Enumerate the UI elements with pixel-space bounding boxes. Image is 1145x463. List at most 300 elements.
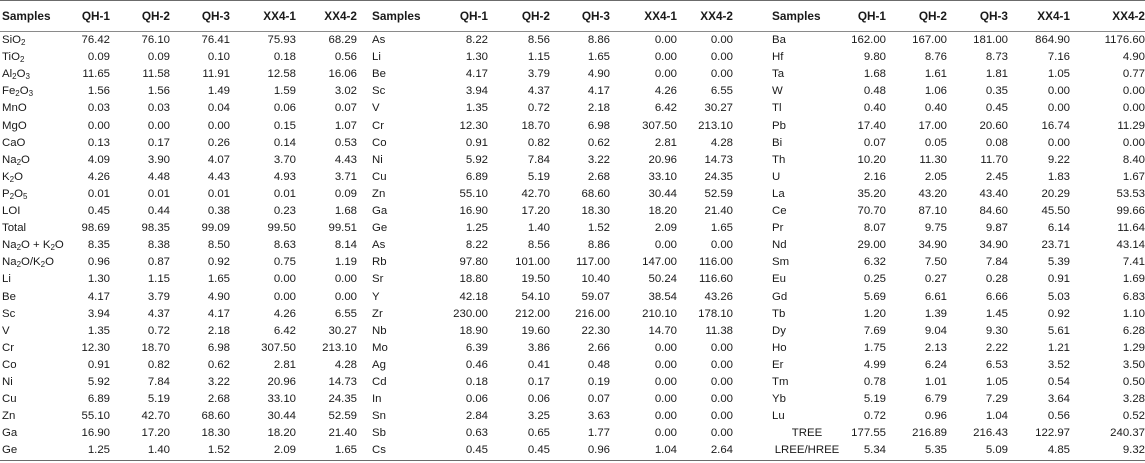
table-cell: 7.84: [147, 376, 170, 388]
table-cell: 0.00: [654, 34, 677, 46]
row-label: Ga: [372, 205, 388, 217]
table-cell: 20.96: [267, 376, 296, 388]
row-label: Ni: [2, 376, 13, 388]
table-cell: 4.99: [863, 358, 886, 371]
table-cell: 98.35: [141, 222, 170, 235]
table-cell: 23.71: [1041, 239, 1070, 252]
table-cell: 29.00: [857, 239, 886, 252]
table-cell: 0.00: [147, 119, 170, 132]
table-cell: 8.76: [924, 51, 947, 64]
table-cell: 4.28: [334, 358, 357, 371]
table-cell: 16.74: [1041, 119, 1070, 132]
table-cell: 0.96: [87, 256, 110, 269]
table-cell: 0.00: [654, 358, 677, 371]
table-cell: 0.38: [207, 205, 230, 217]
table-cell: 0.00: [654, 376, 677, 388]
table-cell: 0.00: [1122, 85, 1145, 98]
table-cell: 0.06: [527, 393, 550, 406]
table-cell: 0.18: [465, 376, 488, 388]
table-cell: 43.14: [1116, 239, 1145, 252]
row-label: As: [372, 34, 386, 46]
table-cell: 2.13: [924, 341, 947, 354]
table-cell: 2.05: [924, 170, 947, 183]
table-cell: 4.48: [147, 170, 170, 183]
table-cell: 3.52: [1047, 358, 1070, 371]
table-cell: 0.92: [1047, 307, 1070, 320]
table-cell: 1.65: [334, 444, 357, 457]
table-cell: 117.00: [576, 256, 610, 269]
table-cell: 0.00: [1122, 136, 1145, 149]
row-label: Ba: [772, 34, 786, 46]
table-cell: 68.60: [581, 187, 610, 200]
row-label: Cr: [2, 341, 15, 354]
table-cell: 0.91: [1047, 273, 1070, 286]
table-cell: 9.22: [1047, 153, 1070, 166]
table-cell: 7.41: [1122, 256, 1145, 269]
table-cell: 0.00: [710, 341, 733, 354]
table-cell: 0.96: [587, 444, 610, 457]
table-cell: 14.73: [328, 376, 357, 388]
table-cell: 11.38: [705, 324, 733, 337]
table-cell: 6.98: [207, 341, 230, 354]
table-cell: 0.72: [527, 102, 550, 115]
table-cell: 18.80: [459, 273, 488, 286]
table-cell: 2.09: [273, 444, 296, 457]
table-cell: 70.70: [857, 205, 886, 217]
table-cell: 11.91: [202, 68, 230, 81]
table-cell: 0.07: [587, 393, 610, 406]
table-cell: 11.58: [142, 68, 170, 81]
table-cell: 99.50: [267, 222, 296, 235]
table-cell: 76.10: [141, 34, 170, 46]
table-cell: 18.20: [267, 427, 296, 440]
row-label: $Na_2O + K_2O$: [2, 239, 64, 253]
table-cell: 216.00: [575, 307, 610, 320]
column-header-xx4-1: XX4-1: [1037, 9, 1070, 23]
table-cell: 8.56: [527, 34, 550, 46]
table-cell: 4.93: [273, 170, 296, 183]
table-cell: 22.30: [581, 324, 610, 337]
table-cell: 8.73: [985, 51, 1008, 64]
table-cell: 12.30: [459, 119, 488, 132]
table-cell: 1.69: [1122, 273, 1145, 286]
row-label: MgO: [2, 119, 27, 132]
table-cell: 12.58: [267, 68, 296, 81]
row-label: TiO$_2$: [2, 51, 25, 65]
table-top-rule: [0, 0, 1145, 1]
table-cell: 9.75: [924, 222, 947, 235]
row-label: Tm: [772, 376, 789, 388]
column-header-qh-1: QH-1: [857, 9, 886, 23]
table-cell: 7.69: [863, 324, 886, 337]
row-label: W: [772, 85, 783, 98]
table-cell: 6.79: [924, 393, 947, 406]
table-cell: 6.61: [924, 290, 947, 303]
table-cell: 2.66: [587, 341, 610, 354]
table-cell: 6.14: [1047, 222, 1070, 235]
table-cell: 4.17: [587, 85, 610, 98]
table-cell: 1.04: [985, 410, 1008, 423]
table-cell: 2.18: [207, 324, 230, 337]
table-cell: 10.40: [581, 273, 610, 286]
table-cell: 9.30: [985, 324, 1008, 337]
table-cell: 6.83: [1122, 290, 1145, 303]
table-cell: 20.29: [1041, 187, 1070, 200]
table-cell: 19.50: [521, 273, 550, 286]
table-cell: 0.14: [273, 136, 296, 149]
row-label: As: [372, 239, 386, 252]
row-label: Dy: [772, 324, 786, 337]
table-cell: 0.10: [207, 51, 230, 64]
table-cell: 1.04: [654, 444, 677, 457]
table-cell: 4.26: [273, 307, 296, 320]
table-cell: 3.50: [1122, 358, 1145, 371]
table-cell: 177.55: [851, 427, 886, 440]
table-cell: 4.28: [710, 136, 733, 149]
table-cell: 2.18: [587, 102, 610, 115]
row-label: MnO: [2, 102, 27, 115]
table-cell: 0.07: [863, 136, 886, 149]
row-label: Be: [372, 68, 386, 81]
table-cell: 1.05: [985, 376, 1008, 388]
table-cell: 0.45: [527, 444, 550, 457]
table-cell: 55.10: [81, 410, 110, 423]
row-label: $K_2O$: [2, 170, 23, 184]
row-label: Co: [372, 136, 387, 149]
table-cell: 0.18: [273, 51, 296, 64]
column-header-qh-3: QH-3: [201, 9, 230, 23]
table-cell: 0.27: [924, 273, 947, 286]
row-label: Bi: [772, 136, 783, 149]
table-cell: 20.96: [648, 153, 677, 166]
table-cell: 0.72: [863, 410, 886, 423]
table-cell: 0.04: [207, 102, 230, 115]
row-label: Er: [772, 358, 784, 371]
table-cell: 116.00: [699, 256, 733, 269]
row-label: Yb: [772, 393, 786, 406]
row-label: V: [2, 324, 10, 337]
table-cell: 0.52: [1122, 410, 1145, 423]
column-header-samples: Samples: [772, 9, 821, 23]
table-cell: 9.04: [924, 324, 947, 337]
row-label: Ta: [772, 68, 785, 81]
table-cell: 24.35: [328, 393, 357, 406]
table-cell: 35.20: [857, 187, 886, 200]
table-cell: 1.45: [985, 307, 1008, 320]
table-cell: 1.29: [1122, 341, 1145, 354]
table-cell: 11.29: [1117, 119, 1145, 132]
table-cell: 0.25: [863, 273, 886, 286]
table-cell: 4.37: [147, 307, 170, 320]
row-label: Zn: [2, 410, 16, 423]
table-cell: 0.87: [147, 256, 170, 269]
row-label: $Na_2O$: [2, 153, 30, 167]
table-cell: 0.40: [863, 102, 886, 115]
table-cell: 0.91: [87, 358, 110, 371]
table-cell: 1.30: [465, 51, 488, 64]
table-cell: 2.84: [465, 410, 488, 423]
row-label: $Na_2O/K_2O$: [2, 256, 54, 270]
table-cell: 210.10: [642, 307, 677, 320]
row-label: Ga: [2, 427, 18, 440]
table-cell: 6.55: [710, 85, 733, 98]
table-cell: 0.56: [1047, 410, 1070, 423]
table-cell: 1.25: [465, 222, 488, 235]
table-cell: 0.01: [147, 187, 170, 200]
table-cell: 30.27: [704, 102, 733, 115]
table-cell: 1.15: [147, 273, 170, 286]
table-cell: 6.42: [654, 102, 677, 115]
table-cell: 162.00: [851, 34, 886, 46]
table-cell: 43.26: [704, 290, 733, 303]
row-label: Eu: [772, 273, 786, 286]
table-cell: 0.77: [1122, 68, 1145, 81]
table-cell: 1.52: [587, 222, 610, 235]
table-cell: 0.72: [147, 324, 170, 337]
table-cell: 8.38: [147, 239, 170, 252]
table-cell: 0.48: [587, 358, 610, 371]
row-label: Lu: [772, 410, 785, 423]
row-label: Cs: [372, 444, 386, 457]
table-cell: 4.90: [1122, 51, 1145, 64]
table-cell: 147.00: [642, 256, 677, 269]
table-cell: 0.26: [207, 136, 230, 149]
table-cell: 9.87: [985, 222, 1008, 235]
table-cell: 1.61: [924, 68, 947, 81]
table-cell: 0.00: [87, 119, 110, 132]
table-cell: 4.07: [207, 153, 230, 166]
table-cell: 2.45: [985, 170, 1008, 183]
row-label: Mo: [372, 341, 388, 354]
table-cell: 1.52: [207, 444, 230, 457]
table-cell: 0.00: [1047, 85, 1070, 98]
table-cell: 1.68: [863, 68, 886, 81]
table-cell: 0.75: [273, 256, 296, 269]
row-label: SiO$_2$: [2, 34, 26, 47]
table-cell: 18.30: [581, 205, 610, 217]
table-cell: 1.05: [1047, 68, 1070, 81]
table-cell: 0.00: [1122, 102, 1145, 115]
table-cell: 307.50: [261, 341, 296, 354]
table-cell: 0.23: [273, 205, 296, 217]
table-cell: 167.00: [912, 34, 947, 46]
table-cell: 3.94: [87, 307, 110, 320]
table-cell: 6.55: [334, 307, 357, 320]
table-cell: 1.67: [1122, 170, 1145, 183]
row-label: Cu: [2, 393, 17, 406]
column-header-qh-2: QH-2: [918, 9, 947, 23]
row-label: Th: [772, 153, 786, 166]
row-label: $Fe_2O_3$: [2, 85, 34, 99]
table-cell: 8.22: [465, 34, 488, 46]
table-cell: 2.68: [587, 170, 610, 183]
table-cell: 8.40: [1122, 153, 1145, 166]
table-cell: 3.22: [207, 376, 230, 388]
table-cell: 0.56: [334, 51, 357, 64]
table-cell: 12.30: [81, 341, 110, 354]
table-cell: 2.68: [207, 393, 230, 406]
table-cell: 1.40: [147, 444, 170, 457]
column-header-qh-3: QH-3: [979, 9, 1008, 23]
table-cell: 42.70: [521, 187, 550, 200]
row-label: Sc: [372, 85, 386, 98]
column-header-qh-1: QH-1: [459, 9, 488, 23]
table-cell: 3.25: [527, 410, 550, 423]
table-cell: 3.90: [147, 153, 170, 166]
table-cell: 10.20: [857, 153, 886, 166]
table-cell: 11.70: [980, 153, 1008, 166]
table-cell: 9.80: [863, 51, 886, 64]
table-cell: 16.06: [328, 68, 357, 81]
table-cell: 8.22: [465, 239, 488, 252]
table-cell: 0.62: [207, 358, 230, 371]
table-cell: 1.65: [207, 273, 230, 286]
table-cell: 14.70: [648, 324, 677, 337]
row-label: LOI: [2, 205, 21, 217]
table-cell: 1.07: [334, 119, 357, 132]
row-label: Ag: [372, 358, 386, 371]
table-cell: 21.40: [704, 205, 733, 217]
table-cell: 17.20: [141, 427, 170, 440]
table-cell: 6.32: [863, 256, 886, 269]
table-cell: 3.86: [527, 341, 550, 354]
row-label: Cu: [372, 170, 387, 183]
table-cell: 43.40: [979, 187, 1008, 200]
table-cell: 42.70: [141, 410, 170, 423]
table-cell: 21.40: [328, 427, 357, 440]
table-cell: 17.20: [521, 205, 550, 217]
table-cell: 1.21: [1047, 341, 1070, 354]
table-cell: 5.19: [863, 393, 886, 406]
row-label: Rb: [372, 256, 387, 269]
table-cell: 213.10: [322, 341, 357, 354]
row-label: Sm: [772, 256, 790, 269]
table-cell: 1.68: [334, 205, 357, 217]
table-cell: 4.09: [87, 153, 110, 166]
table-cell: 0.63: [465, 427, 488, 440]
table-cell: 0.00: [710, 410, 733, 423]
table-cell: 0.00: [273, 290, 296, 303]
row-label: Pr: [772, 222, 784, 235]
table-cell: 122.97: [1035, 427, 1070, 440]
table-cell: 0.45: [465, 444, 488, 457]
table-cell: 55.10: [459, 187, 488, 200]
table-cell: 1.30: [87, 273, 110, 286]
table-cell: 99.09: [201, 222, 230, 235]
table-cell: 1.25: [87, 444, 110, 457]
table-cell: 1.75: [863, 341, 886, 354]
table-cell: 76.42: [81, 34, 110, 46]
table-cell: 4.90: [207, 290, 230, 303]
table-cell: 0.01: [273, 187, 296, 200]
table-cell: 4.43: [207, 170, 230, 183]
table-cell: 75.93: [267, 34, 296, 46]
table-cell: 6.39: [465, 341, 488, 354]
table-cell: 8.35: [87, 239, 110, 252]
table-cell: 33.10: [648, 170, 677, 183]
table-cell: 53.53: [1116, 187, 1145, 200]
table-cell: 3.94: [465, 85, 488, 98]
table-cell: 0.00: [1047, 136, 1070, 149]
table-cell: 16.90: [81, 427, 110, 440]
table-cell: 0.00: [710, 51, 733, 64]
row-label: Ce: [772, 205, 787, 217]
table-cell: 5.92: [465, 153, 488, 166]
table-cell: 0.54: [1047, 376, 1070, 388]
row-label: La: [772, 187, 785, 200]
table-cell: 0.06: [273, 102, 296, 115]
row-label: $Al_2O_3$: [2, 68, 30, 82]
table-cell: 3.79: [147, 290, 170, 303]
table-cell: 2.22: [985, 341, 1008, 354]
table-cell: 4.26: [87, 170, 110, 183]
table-cell: 1.56: [87, 85, 110, 98]
table-cell: 0.00: [710, 358, 733, 371]
table-cell: 3.02: [334, 85, 357, 98]
table-cell: 5.19: [147, 393, 170, 406]
table-cell: 24.35: [704, 170, 733, 183]
table-cell: 97.80: [459, 256, 488, 269]
table-cell: 18.90: [459, 324, 488, 337]
row-label: Sc: [2, 307, 16, 320]
table-cell: 1.65: [587, 51, 610, 64]
table-cell: 3.28: [1122, 393, 1145, 406]
row-label: Co: [2, 358, 17, 371]
table-cell: 7.84: [985, 256, 1008, 269]
table-cell: 6.66: [985, 290, 1008, 303]
table-cell: 3.63: [587, 410, 610, 423]
table-cell: 216.89: [912, 427, 947, 440]
table-cell: 1.49: [207, 85, 230, 98]
table-cell: 0.09: [334, 187, 357, 200]
row-label: $P_2O_5$: [2, 187, 28, 201]
table-cell: 98.69: [81, 222, 110, 235]
table-cell: 1.65: [710, 222, 733, 235]
table-cell: 68.60: [201, 410, 230, 423]
table-cell: 9.32: [1122, 444, 1145, 457]
table-cell: 1.59: [273, 85, 296, 98]
table-cell: 230.00: [453, 307, 488, 320]
table-cell: 34.90: [918, 239, 947, 252]
row-label: Ge: [372, 222, 388, 235]
table-cell: 33.10: [267, 393, 296, 406]
table-cell: 30.27: [328, 324, 357, 337]
table-cell: 5.69: [863, 290, 886, 303]
table-cell: 0.65: [527, 427, 550, 440]
table-cell: 0.48: [863, 85, 886, 98]
table-cell: 2.81: [273, 358, 296, 371]
table-cell: 84.60: [979, 205, 1008, 217]
table-cell: 4.90: [587, 68, 610, 81]
table-cell: 42.18: [459, 290, 488, 303]
table-cell: 6.28: [1122, 324, 1145, 337]
table-cell: 0.03: [87, 102, 110, 115]
table-cell: 38.54: [648, 290, 677, 303]
column-header-qh-2: QH-2: [521, 9, 550, 23]
table-cell: 8.07: [863, 222, 886, 235]
table-cell: 8.63: [273, 239, 296, 252]
table-cell: 2.16: [863, 170, 886, 183]
table-cell: 5.92: [87, 376, 110, 388]
column-header-xx4-2: XX4-2: [1112, 9, 1145, 23]
table-cell: 5.03: [1047, 290, 1070, 303]
table-cell: 0.00: [710, 393, 733, 406]
table-cell: 216.43: [973, 427, 1008, 440]
table-cell: 0.00: [654, 68, 677, 81]
table-cell: 101.00: [515, 256, 550, 269]
table-cell: 0.17: [527, 376, 550, 388]
table-cell: 8.56: [527, 239, 550, 252]
